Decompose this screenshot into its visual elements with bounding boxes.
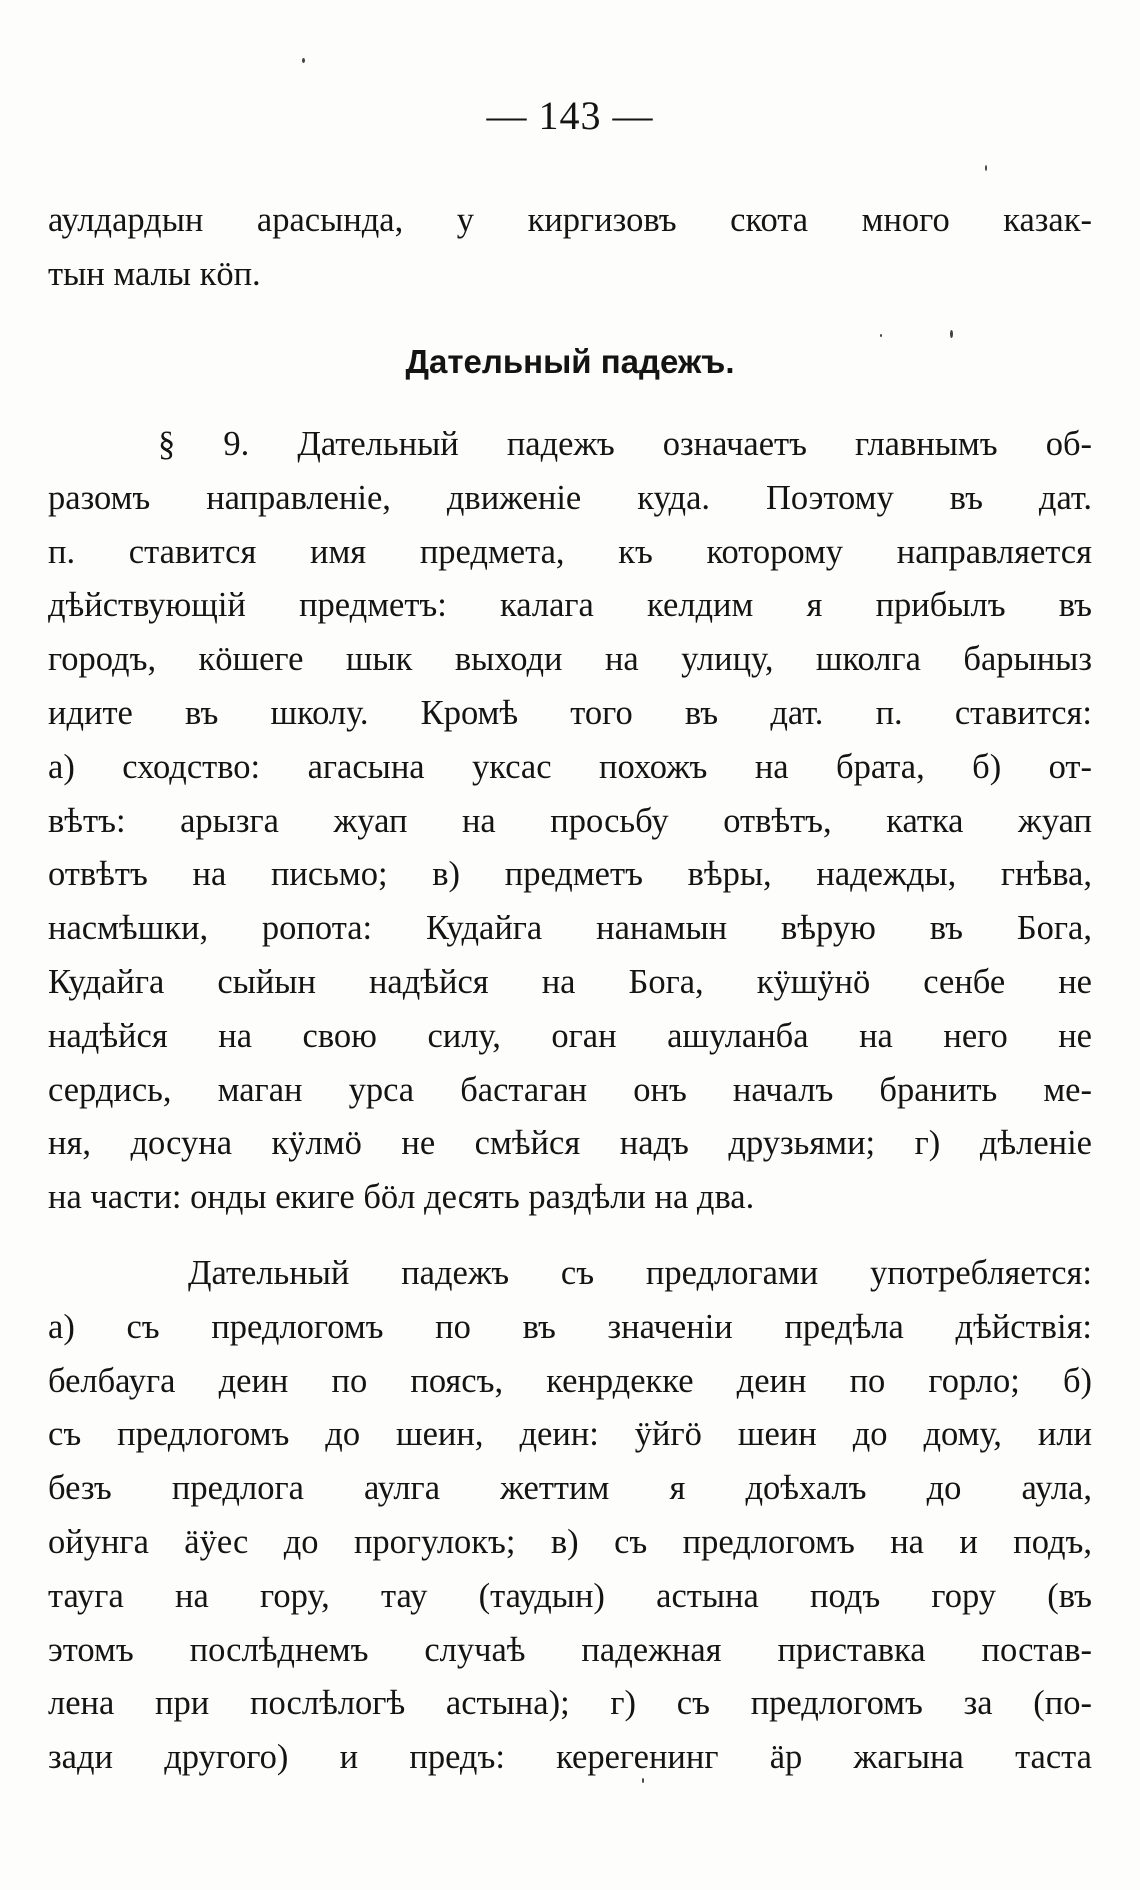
print-speck	[642, 1778, 644, 1783]
text-line: сердись, маган урса бастаган онъ началъ бранить ме-	[48, 1070, 1092, 1109]
text-line: дѣйствующiй предметъ: калага келдим я прибылъ въ	[48, 586, 1092, 625]
page-number: — 143 —	[486, 93, 654, 138]
paragraph-prepositions	[48, 1247, 1092, 1785]
text-line: безъ предлога аулга жеттим я доѣхалъ до аула,	[48, 1469, 1092, 1508]
text-line: а) сходство: агасына уксас похожъ на брата, б) от-	[48, 747, 1092, 786]
text-line: городъ, кöшеге шык выходи на улицу, школга барыныз	[48, 640, 1092, 679]
text-line: п. ставится имя предмета, къ которому направляется	[48, 532, 1092, 571]
text-line: идите въ школу. Кромѣ того въ дат. п. ставится:	[48, 693, 1092, 732]
text-line: ня, досуна кÿлмö не смѣйся надъ друзьями; г) дѣленiе	[48, 1124, 1092, 1163]
print-speck	[880, 334, 882, 337]
text-line: лена при послѣлогѣ астына); г) съ предлогомъ за (по-	[48, 1684, 1092, 1723]
text-line: тауга на гору, тау (таудын) астына подъ гору (въ	[48, 1576, 1092, 1615]
paragraph-section-9	[48, 418, 1092, 1225]
text-line: съ предлогомъ до шеин, деин: ÿйгö шеин до дому, или	[48, 1415, 1092, 1454]
text-line: Кудайга сыйын надѣйся на Бога, кÿшÿнö сенбе не	[48, 962, 1092, 1001]
text-line: аулдардын арасында, у киргизовъ скота много казак-	[48, 201, 1092, 239]
print-speck	[950, 330, 953, 338]
text-line: отвѣтъ на письмо; в) предметъ вѣры, надежды, гнѣва,	[48, 855, 1092, 894]
text-line: а) съ предлогомъ по въ значенiи предѣла дѣйствiя:	[48, 1307, 1092, 1346]
text-line: белбауга деин по поясъ, кенрдекке деин по горло; б)	[48, 1361, 1092, 1400]
text-line: Дательный падежъ съ предлогами употребляется:	[188, 1254, 1092, 1292]
text-line: на части: онды екиге бöл десять раздѣли на два.	[48, 1178, 755, 1217]
text-line: зади другого) и предъ: керегенинг äр жагына таста	[48, 1738, 1092, 1777]
text-line: этомъ послѣднемъ случаѣ падежная приставка постав-	[48, 1630, 1092, 1669]
text-line: тын малы кöп.	[48, 254, 261, 293]
paragraph-continuation	[48, 194, 1092, 302]
text-line: § 9. Дательный падежъ означаетъ главнымъ об-	[158, 425, 1092, 463]
text-line: надѣйся на свою силу, оган ашуланба на него не	[48, 1016, 1092, 1055]
text-line: вѣтъ: арызга жуап на просьбу отвѣтъ, катка жуап	[48, 801, 1092, 840]
section-heading: Дательный падежъ.	[405, 343, 735, 380]
text-line: ойунга äÿес до прогулокъ; в) съ предлогомъ на и подъ,	[48, 1522, 1092, 1561]
text-line: разомъ направленiе, движенiе куда. Поэтому въ дат.	[48, 478, 1092, 517]
print-speck	[985, 165, 987, 171]
text-line: насмѣшки, ропота: Кудайга нанамын вѣрую въ Бога,	[48, 909, 1092, 948]
print-speck	[302, 58, 305, 63]
